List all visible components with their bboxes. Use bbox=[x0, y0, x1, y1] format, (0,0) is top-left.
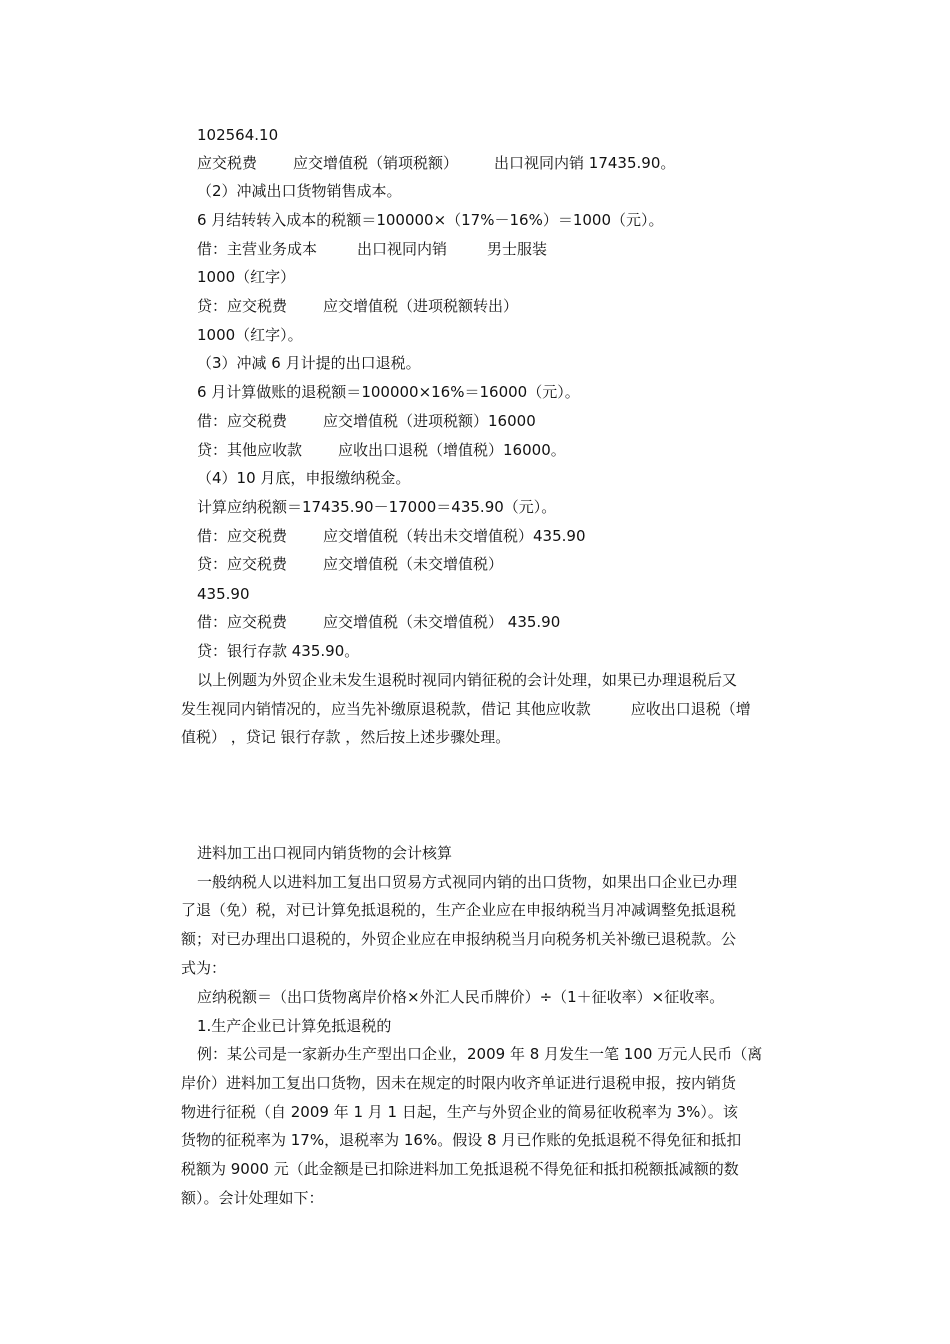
paragraph-line bbox=[197, 1043, 762, 1065]
text-run: 货物的征税率为 17%，退税率为 16%。假设 8 月已作账的免抵退税不得免征和抵扣 bbox=[181, 1131, 742, 1149]
text-run: 式为： bbox=[181, 959, 227, 977]
text-run: 借：应交税费 bbox=[197, 527, 288, 545]
text-run: 应收出口退税（增值税）16000。 bbox=[338, 441, 566, 459]
text-run: 例：某公司是一家新办生产型出口企业，2009 年 8 月发生一笔 100 万元人民币（离 bbox=[197, 1045, 763, 1063]
text-line bbox=[197, 352, 421, 374]
formula-line bbox=[197, 986, 724, 1008]
journal-entry-line bbox=[197, 525, 586, 547]
journal-entry-line bbox=[197, 295, 518, 317]
text-run: 计算应纳税额＝17435.90－17000＝435.90（元）。 bbox=[197, 498, 557, 516]
text-run: 以上例题为外贸企业未发生退税时视同内销征税的会计处理，如果已办理退税后又 bbox=[197, 671, 738, 689]
text-line bbox=[197, 180, 402, 202]
journal-entry-line bbox=[197, 152, 675, 174]
text-run: 应交增值税（未交增值税） bbox=[323, 555, 504, 573]
text-run: 应交增值税（销项税额） bbox=[293, 154, 459, 172]
text-run: 男士服装 bbox=[487, 240, 548, 258]
text-run: 1000（红字）。 bbox=[197, 326, 303, 344]
text-run: 岸价）进料加工复出口货物，因未在规定的时限内收齐单证进行退税申报，按内销货 bbox=[181, 1074, 737, 1092]
text-run: 6 月结转转入成本的税额＝100000×（17%－16%）＝1000（元）。 bbox=[197, 211, 664, 229]
text-line bbox=[197, 467, 410, 489]
paragraph-line bbox=[197, 669, 737, 691]
text-run: 发生视同内销情况的，应当先补缴原退税款，借记 其他应收款 bbox=[181, 700, 591, 718]
text-run: 物进行征税（自 2009 年 1 月 1 日起，生产与外贸企业的简易征收税率为 3%）。该 bbox=[181, 1103, 738, 1121]
paragraph-line bbox=[181, 957, 226, 979]
paragraph-line bbox=[181, 899, 736, 921]
paragraph-line bbox=[181, 1072, 736, 1094]
text-run: （4）10 月底，申报缴纳税金。 bbox=[197, 469, 411, 487]
section-heading bbox=[197, 842, 452, 864]
text-run: 应交增值税（转出未交增值税）435.90 bbox=[323, 527, 586, 545]
paragraph-line bbox=[181, 1187, 324, 1209]
subheading bbox=[197, 1015, 391, 1037]
text-run: 借：应交税费 bbox=[197, 412, 288, 430]
text-run: 1000（红字） bbox=[197, 268, 296, 286]
text-run: 了退（免）税，对已计算免抵退税的，生产企业应在申报纳税当月冲减调整免抵退税 bbox=[181, 901, 737, 919]
text-run: 应收出口退税（增 bbox=[630, 700, 751, 718]
text-line bbox=[197, 496, 556, 518]
text-run: 应交增值税（进项税额）16000 bbox=[323, 412, 536, 430]
paragraph-line bbox=[181, 928, 736, 950]
text-run: 税额为 9000 元（此金额是已扣除进料加工免抵退税不得免征和抵扣税额抵减额的数 bbox=[181, 1160, 739, 1178]
text-run: 值税） ，贷记 银行存款 ，然后按上述步骤处理。 bbox=[181, 728, 511, 746]
text-run: 贷：应交税费 bbox=[197, 555, 288, 573]
text-run: 应纳税额＝（出口货物离岸价格×外汇人民币牌价）÷（1＋征收率）×征收率。 bbox=[197, 988, 725, 1006]
text-line bbox=[197, 124, 278, 146]
journal-entry-line bbox=[197, 439, 566, 461]
text-line bbox=[197, 324, 303, 346]
paragraph-line bbox=[181, 726, 510, 748]
journal-entry-line bbox=[197, 611, 560, 633]
paragraph-line bbox=[181, 698, 751, 720]
paragraph-line bbox=[181, 1129, 741, 1151]
paragraph-line bbox=[197, 871, 737, 893]
text-run: （2）冲减出口货物销售成本。 bbox=[197, 182, 402, 200]
text-run: 应交增值税（未交增值税） 435.90 bbox=[323, 613, 561, 631]
text-run: 应交税费 bbox=[197, 154, 258, 172]
text-run: 一般纳税人以进料加工复出口贸易方式视同内销的出口货物，如果出口企业已办理 bbox=[197, 873, 738, 891]
paragraph-line bbox=[181, 1101, 738, 1123]
journal-entry-line bbox=[197, 553, 503, 575]
text-run: 贷：其他应收款 bbox=[197, 441, 303, 459]
text-run: 出口视同内销 17435.90。 bbox=[494, 154, 676, 172]
text-run: 应交增值税（进项税额转出） bbox=[323, 297, 519, 315]
text-run: 435.90 bbox=[197, 585, 250, 603]
paragraph-line bbox=[181, 1158, 739, 1180]
journal-entry-line bbox=[197, 410, 536, 432]
text-line bbox=[197, 209, 664, 231]
text-run: 贷：应交税费 bbox=[197, 297, 288, 315]
text-run: 6 月计算做账的退税额＝100000×16%＝16000（元）。 bbox=[197, 383, 580, 401]
text-run: 进料加工出口视同内销货物的会计核算 bbox=[197, 844, 453, 862]
text-run: 借：主营业务成本 bbox=[197, 240, 318, 258]
text-run: 102564.10 bbox=[197, 126, 279, 144]
journal-entry-line bbox=[197, 238, 547, 260]
text-run: 额；对已办理出口退税的，外贸企业应在申报纳税当月向税务机关补缴已退税款。公 bbox=[181, 930, 737, 948]
text-run: 贷：银行存款 435.90。 bbox=[197, 642, 360, 660]
text-line bbox=[197, 266, 295, 288]
text-run: 出口视同内销 bbox=[357, 240, 448, 258]
text-run: （3）冲减 6 月计提的出口退税。 bbox=[197, 354, 421, 372]
text-line bbox=[197, 381, 580, 403]
text-line bbox=[197, 583, 250, 605]
text-run: 额）。会计处理如下： bbox=[181, 1189, 324, 1207]
text-run: 借：应交税费 bbox=[197, 613, 288, 631]
text-run: 1.生产企业已计算免抵退税的 bbox=[197, 1017, 392, 1035]
text-line bbox=[197, 640, 359, 662]
